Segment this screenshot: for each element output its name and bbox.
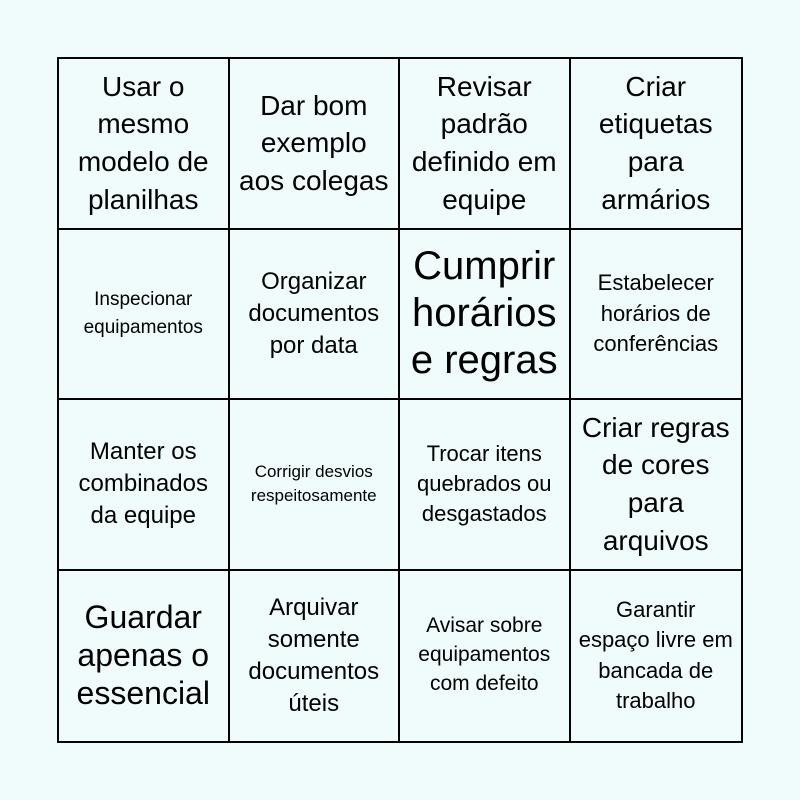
bingo-cell[interactable]: Estabelecer horários de conferências — [571, 230, 742, 401]
bingo-cell[interactable]: Avisar sobre equipamentos com defeito — [400, 571, 571, 742]
bingo-cell[interactable]: Trocar itens quebrados ou desgastados — [400, 400, 571, 571]
bingo-cell[interactable]: Garantir espaço livre em bancada de trabalho — [578, 597, 733, 714]
bingo-cell[interactable]: Manter os combinados da equipe — [59, 400, 230, 571]
bingo-board — [57, 57, 743, 743]
bingo-cell[interactable]: Criar regras de cores para arquivos — [571, 400, 742, 571]
bingo-cell[interactable]: Usar o mesmo modelo de planilhas — [59, 59, 230, 230]
bingo-cell[interactable]: Guardar apenas o essencial — [59, 571, 230, 742]
bingo-cell[interactable]: Cumprir horários e regras — [400, 230, 571, 401]
bingo-cell[interactable]: Organizar documentos por data — [230, 230, 401, 401]
bingo-cell[interactable]: Corrigir desvios respeitosamente — [230, 400, 401, 571]
bingo-cell[interactable]: Revisar padrão definido em equipe — [400, 59, 571, 230]
bingo-cell[interactable]: Dar bom exemplo aos colegas — [230, 59, 401, 230]
bingo-cell[interactable]: Arquivar somente documentos úteis — [230, 571, 401, 742]
bingo-cell[interactable]: Criar etiquetas para armários — [571, 59, 742, 230]
bingo-cell[interactable]: Inspecionar equipamentos — [59, 230, 230, 401]
